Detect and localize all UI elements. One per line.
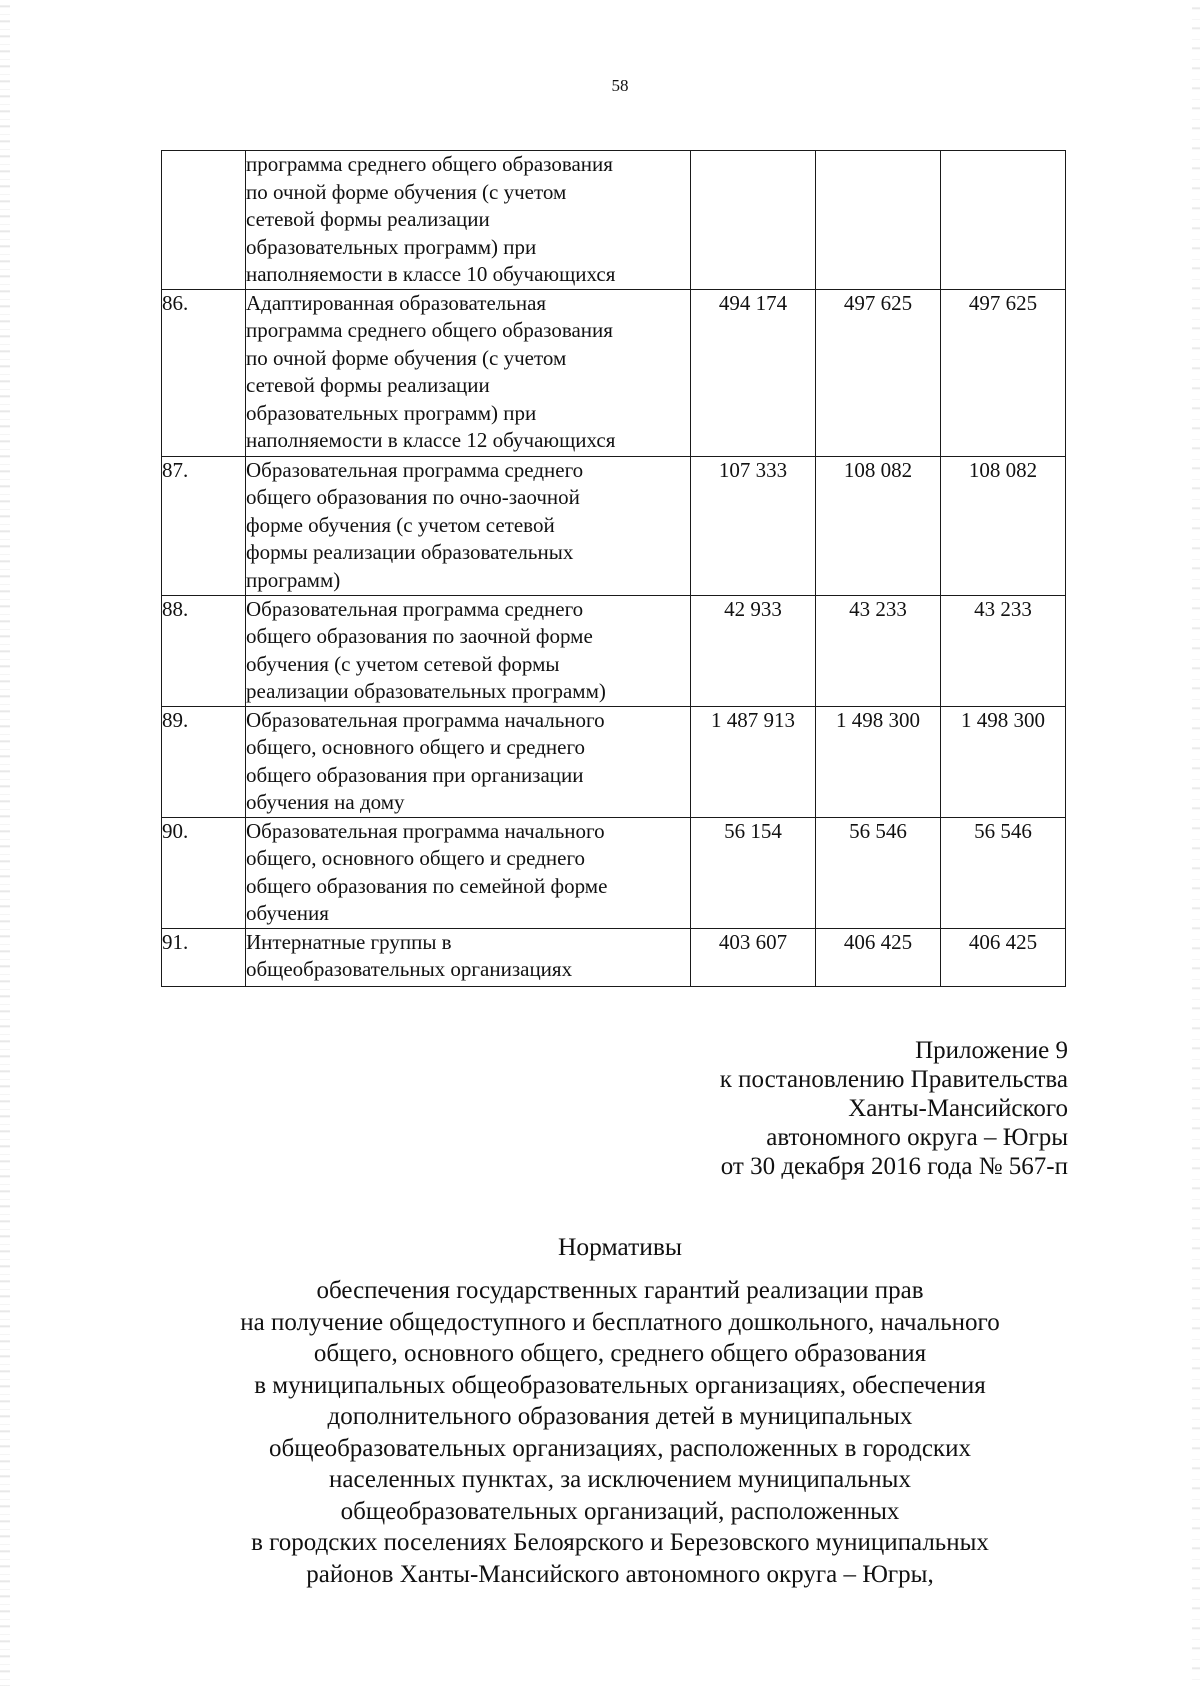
subtitle-line: населенных пунктах, за исключением муниципальных (329, 1466, 911, 1493)
value-cell-3: 1 498 300 (941, 706, 1066, 817)
row-name-line: общего образования по очно-заочной (246, 485, 580, 509)
row-name-line: сетевой формы реализации (246, 207, 490, 231)
appendix-line: автономного округа – Югры (766, 1124, 1068, 1151)
value-cell-2: 1 498 300 (816, 706, 941, 817)
row-name-line: Образовательная программа среднего (246, 596, 584, 621)
row-number-cell: 90. (162, 817, 246, 928)
subtitle-line: в городских поселениях Белоярского и Березовского муниципальных (251, 1529, 989, 1556)
value-cell-1: 107 333 (691, 456, 816, 595)
value-cell-1: 56 154 (691, 817, 816, 928)
row-name-cell (246, 706, 691, 817)
row-name-line: образовательных программ) при (246, 234, 537, 259)
subtitle-line: в муниципальных общеобразовательных организациях, обеспечения (254, 1371, 986, 1399)
subtitle-line: обеспечения государственных гарантий реализации прав (316, 1277, 924, 1304)
row-name-cell (246, 456, 691, 595)
subtitle-line: на получение общедоступного и бесплатного дошкольного, начального (240, 1308, 1000, 1336)
row-name-cell (246, 151, 691, 290)
row-name-line: общего, основного общего и среднего (246, 735, 586, 759)
row-name-line: по очной форме обучения (с учетом (246, 345, 567, 370)
row-name-line: общего, основного общего и среднего (246, 846, 586, 870)
row-name-line: общего образования по семейной форме (246, 873, 608, 898)
row-name-line: по очной форме обучения (с учетом (246, 179, 567, 204)
row-name-line: Образовательная программа начального (246, 818, 605, 843)
appendix-line: от 30 декабря 2016 года № 567-п (720, 1153, 1068, 1180)
value-cell-2: 406 425 (816, 928, 941, 986)
row-name-line: обучения на дому (246, 790, 405, 814)
row-name-cell (246, 289, 691, 456)
row-name-line: Образовательная программа среднего (246, 457, 584, 482)
row-number-cell: 87. (162, 456, 246, 595)
value-cell-3: 56 546 (941, 817, 1066, 928)
row-name-line: общеобразовательных организациях (246, 957, 573, 981)
row-name-line: Образовательная программа начального (246, 707, 605, 732)
value-cell-1: 42 933 (691, 595, 816, 706)
table-row (162, 151, 1066, 290)
value-cell-2: 43 233 (816, 595, 941, 706)
value-cell-1: 403 607 (691, 928, 816, 986)
row-name-line: обучения (246, 901, 329, 925)
table-row (162, 706, 1066, 817)
value-cell-2: 56 546 (816, 817, 941, 928)
value-cell-1: 1 487 913 (691, 706, 816, 817)
norms-table (161, 150, 1066, 987)
subtitle-line: дополнительного образования детей в муниципальных (327, 1403, 913, 1430)
value-cell-2: 108 082 (816, 456, 941, 595)
row-name-cell (246, 817, 691, 928)
document-title: Нормативы (557, 1232, 683, 1261)
value-cell-3 (941, 151, 1066, 290)
page-number: 58 (611, 76, 629, 95)
row-name-cell (246, 928, 691, 986)
row-name-line: форме обучения (с учетом сетевой (246, 512, 555, 537)
value-cell-3: 108 082 (941, 456, 1066, 595)
value-cell-1 (691, 151, 816, 290)
value-cell-3: 406 425 (941, 928, 1066, 986)
table-row (162, 817, 1066, 928)
row-name-line: общего образования при организации (246, 762, 584, 787)
row-number-cell: 88. (162, 595, 246, 706)
row-name-line: обучения (с учетом сетевой формы (246, 651, 560, 676)
row-name-line: наполняемости в классе 12 обучающихся (246, 428, 616, 452)
table-row (162, 928, 1066, 986)
subtitle-line: общеобразовательных организаций, расположенных (340, 1497, 900, 1525)
table-row (162, 289, 1066, 456)
value-cell-2 (816, 151, 941, 290)
row-name-line: общего образования по заочной форме (246, 624, 593, 648)
appendix-line: Приложение 9 (915, 1037, 1068, 1064)
value-cell-1: 494 174 (691, 289, 816, 456)
value-cell-3: 497 625 (941, 289, 1066, 456)
document-subtitle (0, 1275, 1200, 1590)
row-number-cell: 89. (162, 706, 246, 817)
value-cell-3: 43 233 (941, 595, 1066, 706)
row-name-line: образовательных программ) при (246, 400, 537, 425)
appendix-header (720, 1036, 1068, 1181)
row-name-line: наполняемости в классе 10 обучающихся (246, 262, 616, 286)
row-name-line: формы реализации образовательных (246, 540, 574, 564)
table-row (162, 595, 1066, 706)
row-name-line: сетевой формы реализации (246, 373, 490, 397)
row-name-cell (246, 595, 691, 706)
subtitle-line: районов Ханты-Мансийского автономного округа – Югры, (306, 1560, 934, 1588)
appendix-line: к постановлению Правительства (719, 1066, 1068, 1093)
subtitle-line: общего, основного общего, среднего общего образования (313, 1340, 927, 1367)
row-name-line: программа среднего общего образования (246, 152, 613, 176)
row-number-cell: 86. (162, 289, 246, 456)
row-name-line: программ) (246, 567, 341, 592)
table-row (162, 456, 1066, 595)
row-number-cell: 91. (162, 928, 246, 986)
row-name-line: Интернатные группы в (246, 929, 452, 954)
row-name-line: программа среднего общего образования (246, 318, 613, 342)
subtitle-line: общеобразовательных организациях, расположенных в городских (269, 1434, 971, 1462)
value-cell-2: 497 625 (816, 289, 941, 456)
row-number-cell (162, 151, 246, 290)
row-name-line: реализации образовательных программ) (246, 679, 606, 703)
appendix-line: Ханты-Мансийского (848, 1095, 1068, 1122)
row-name-line: Адаптированная образовательная (246, 290, 547, 315)
